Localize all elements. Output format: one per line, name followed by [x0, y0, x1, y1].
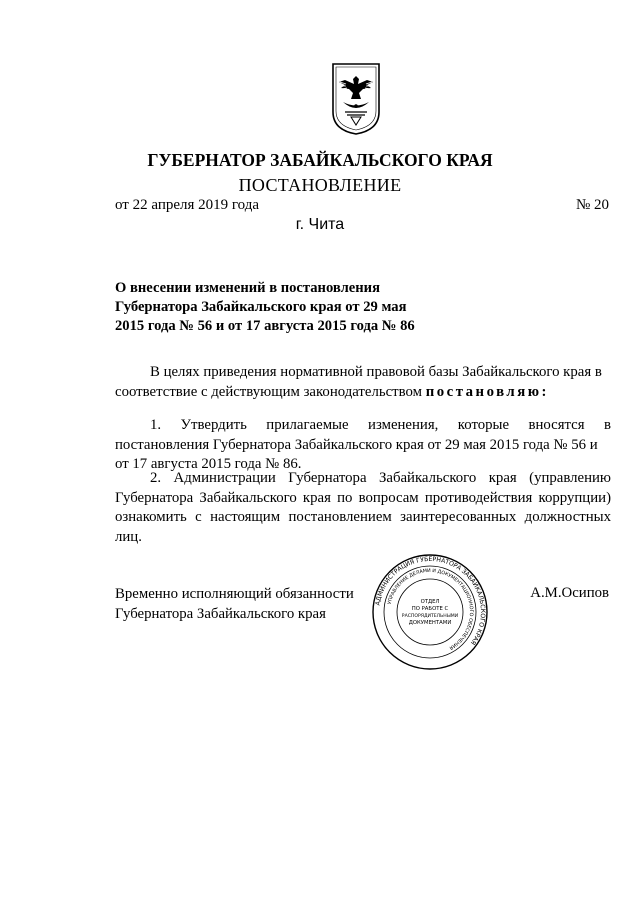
document-subject — [115, 279, 415, 336]
resolve-word: постановляю: — [425, 383, 549, 400]
document-date: от 22 апреля 2019 года — [115, 197, 260, 213]
document-number: № 20 — [575, 197, 609, 213]
signer-position — [115, 585, 354, 624]
item-1-line: от 17 августа 2015 года № 86. — [115, 456, 302, 472]
preamble-paragraph — [115, 363, 611, 402]
subject-line: О внесении изменений в постановления — [115, 280, 380, 296]
item-2-paragraph — [115, 469, 611, 547]
signer-name: А.М.Осипов — [530, 585, 609, 601]
subject-line: Губернатора Забайкальского края от 29 мая — [115, 299, 407, 315]
authority-title: ГУБЕРНАТОР ЗАБАЙКАЛЬСКОГО КРАЯ — [147, 150, 493, 170]
signer-position-line: Губернатора Забайкальского края — [115, 605, 326, 622]
item-1-line: 1. Утвердить прилагаемые изменения, которые вносятся в — [150, 417, 611, 433]
stamp-center-line: РАСПОРЯДИТЕЛЬНЫМИ — [401, 614, 459, 619]
preamble-line — [115, 383, 611, 403]
preamble-text: соответствие с действующим законодательством — [115, 383, 422, 400]
coat-of-arms-icon — [331, 62, 381, 136]
official-stamp-icon — [371, 553, 489, 671]
item-2-line: Губернатора Забайкальского края по вопросам противодействия коррупции) — [115, 489, 611, 506]
stamp-outer-text: АДМИНИСТРАЦИЯ ГУБЕРНАТОРА ЗАБАЙКАЛЬСКОГО КРАЯ — [374, 555, 487, 646]
item-2-line: ознакомить с настоящим постановлением заинтересованных должностных — [115, 509, 611, 525]
stamp-center-line: ОТДЕЛ — [420, 599, 440, 605]
item-2-line: 2. Администрации Губернатора Забайкальского края (управлению — [150, 470, 611, 486]
signer-position-line: Временно исполняющий обязанности — [115, 586, 354, 602]
item-1-paragraph — [115, 416, 611, 475]
subject-line: 2015 года № 56 и от 17 августа 2015 года № 86 — [115, 318, 415, 334]
item-1-line: постановления Губернатора Забайкальского края от 29 мая 2015 года № 56 и — [115, 436, 598, 453]
document-city: г. Чита — [295, 216, 345, 233]
document-type: ПОСТАНОВЛЕНИЕ — [238, 175, 402, 195]
stamp-center-line: ДОКУМЕНТАМИ — [408, 620, 452, 626]
item-2-line: лиц. — [115, 528, 142, 545]
stamp-inner-text: УПРАВЛЕНИЕ ДЕЛАМИ И ДОКУМЕНТАЦИОННОГО ОБЕСПЕЧЕНИЯ — [387, 568, 474, 650]
stamp-center-line: ПО РАБОТЕ С — [411, 606, 449, 612]
preamble-line: В целях приведения нормативной правовой базы Забайкальского края в — [150, 364, 602, 380]
